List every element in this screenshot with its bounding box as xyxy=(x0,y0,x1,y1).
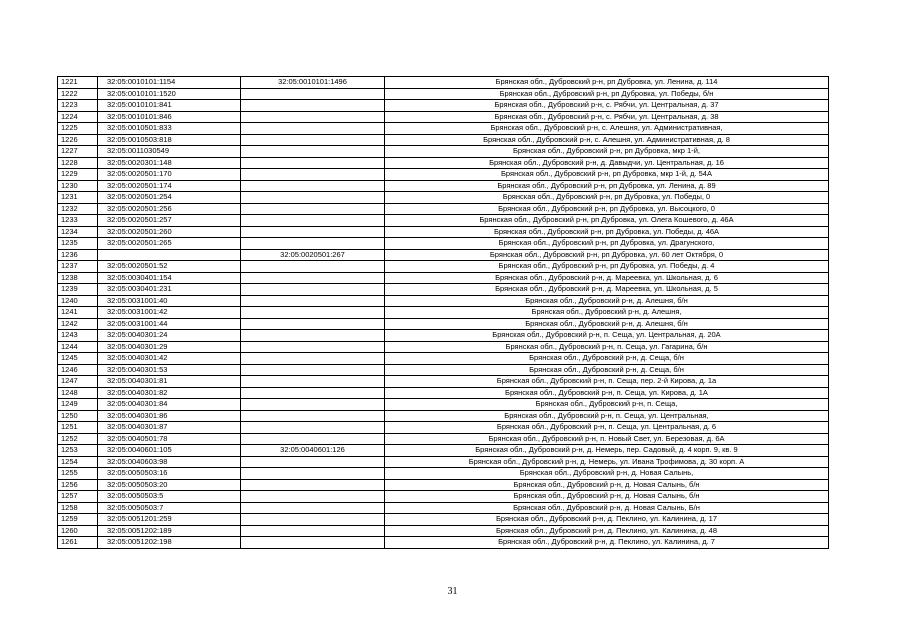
related-number-cell xyxy=(241,376,385,388)
address-cell: Брянская обл., Дубровский р-н, д. Немерь, пер. Садовый, д. 4 корп. 9, кв. 9 xyxy=(385,445,829,457)
table-row xyxy=(58,100,829,112)
table-row xyxy=(58,445,829,457)
address-cell: Брянская обл., Дубровский р-н, п. Сеща, ул. Центральная, д. 20А xyxy=(385,330,829,342)
row-number-cell: 1256 xyxy=(58,479,98,491)
address-cell: Брянская обл., Дубровский р-н, рп Дубровка, ул. Драгунского, xyxy=(385,238,829,250)
address-cell: Брянская обл., Дубровский р-н, д. Немерь, ул. Ивана Трофимова, д. 30 корп. А xyxy=(385,456,829,468)
row-number-cell: 1243 xyxy=(58,330,98,342)
address-cell: Брянская обл., Дубровский р-н, д. Мареевка, ул. Школьная, д. 6 xyxy=(385,272,829,284)
related-number-cell xyxy=(241,353,385,365)
address-cell: Брянская обл., Дубровский р-н, рп Дубровка, ул. 60 лет Октября, 0 xyxy=(385,249,829,261)
address-cell: Брянская обл., Дубровский р-н, д. Давыдчи, ул. Центральная, д. 16 xyxy=(385,157,829,169)
cadastral-number-cell: 32:05:0020501:260 xyxy=(98,226,241,238)
table-row xyxy=(58,307,829,319)
table-row xyxy=(58,146,829,158)
address-cell: Брянская обл., Дубровский р-н, рп Дубровка, ул. Победы, б/н xyxy=(385,88,829,100)
cadastral-number-cell: 32:05:0031001:40 xyxy=(98,295,241,307)
cadastral-number-cell: 32:05:0010501:833 xyxy=(98,123,241,135)
related-number-cell: 32:05:0010101:1496 xyxy=(241,77,385,89)
cadastral-number-cell: 32:05:0040301:53 xyxy=(98,364,241,376)
address-cell: Брянская обл., Дубровский р-н, п. Сеща, ул. Центральная, д. 6 xyxy=(385,422,829,434)
row-number-cell: 1249 xyxy=(58,399,98,411)
cadastral-number-cell: 32:05:0051201:259 xyxy=(98,514,241,526)
address-cell: Брянская обл., Дубровский р-н, рп Дубровка, мкр 1-й, xyxy=(385,146,829,158)
cadastral-number-cell: 32:05:0040301:29 xyxy=(98,341,241,353)
table-row xyxy=(58,226,829,238)
row-number-cell: 1234 xyxy=(58,226,98,238)
cadastral-number-cell: 32:05:0011030549 xyxy=(98,146,241,158)
row-number-cell: 1233 xyxy=(58,215,98,227)
cadastral-number-cell: 32:05:0020501:265 xyxy=(98,238,241,250)
cadastral-number-cell: 32:05:0010503:818 xyxy=(98,134,241,146)
address-cell: Брянская обл., Дубровский р-н, п. Сеща, ул. Центральная, xyxy=(385,410,829,422)
cadastral-number-cell: 32:05:0051202:198 xyxy=(98,537,241,549)
address-cell: Брянская обл., Дубровский р-н, рп Дубровка, мкр 1-й, д. 54А xyxy=(385,169,829,181)
related-number-cell xyxy=(241,514,385,526)
table-row xyxy=(58,376,829,388)
table-row xyxy=(58,502,829,514)
row-number-cell: 1221 xyxy=(58,77,98,89)
cadastral-number-cell: 32:05:0050503:16 xyxy=(98,468,241,480)
address-cell: Брянская обл., Дубровский р-н, д. Сеща, б/н xyxy=(385,353,829,365)
row-number-cell: 1238 xyxy=(58,272,98,284)
row-number-cell: 1252 xyxy=(58,433,98,445)
table-row xyxy=(58,330,829,342)
table-row xyxy=(58,364,829,376)
table-row xyxy=(58,410,829,422)
related-number-cell xyxy=(241,123,385,135)
address-cell: Брянская обл., Дубровский р-н, д. Новая Салынь, б/н xyxy=(385,479,829,491)
table-row xyxy=(58,134,829,146)
related-number-cell xyxy=(241,192,385,204)
row-number-cell: 1225 xyxy=(58,123,98,135)
row-number-cell: 1230 xyxy=(58,180,98,192)
related-number-cell xyxy=(241,157,385,169)
related-number-cell xyxy=(241,180,385,192)
address-cell: Брянская обл., Дубровский р-н, п. Сеща, xyxy=(385,399,829,411)
address-cell: Брянская обл., Дубровский р-н, рп Дубровка, ул. Ленина, д. 114 xyxy=(385,77,829,89)
row-number-cell: 1261 xyxy=(58,537,98,549)
cadastral-number-cell: 32:05:0020501:52 xyxy=(98,261,241,273)
related-number-cell xyxy=(241,307,385,319)
table-row xyxy=(58,272,829,284)
address-cell: Брянская обл., Дубровский р-н, д. Сеща, б/н xyxy=(385,364,829,376)
related-number-cell xyxy=(241,456,385,468)
address-cell: Брянская обл., Дубровский р-н, п. Сеща, ул. Гагарина, б/н xyxy=(385,341,829,353)
row-number-cell: 1242 xyxy=(58,318,98,330)
cadastral-number-cell: 32:05:0040301:82 xyxy=(98,387,241,399)
address-cell: Брянская обл., Дубровский р-н, рп Дубровка, ул. Победы, д. 4 xyxy=(385,261,829,273)
row-number-cell: 1246 xyxy=(58,364,98,376)
related-number-cell xyxy=(241,203,385,215)
row-number-cell: 1255 xyxy=(58,468,98,480)
address-cell: Брянская обл., Дубровский р-н, рп Дубровка, ул. Ленина, д. 89 xyxy=(385,180,829,192)
related-number-cell xyxy=(241,537,385,549)
row-number-cell: 1227 xyxy=(58,146,98,158)
cadastral-number-cell: 32:05:0020501:254 xyxy=(98,192,241,204)
address-cell: Брянская обл., Дубровский р-н, рп Дубровка, ул. Олега Кошевого, д. 46А xyxy=(385,215,829,227)
table-row xyxy=(58,123,829,135)
cadastral-number-cell: 32:05:0031001:44 xyxy=(98,318,241,330)
related-number-cell xyxy=(241,479,385,491)
cadastral-number-cell xyxy=(98,249,241,261)
cadastral-number-cell: 32:05:0040603:98 xyxy=(98,456,241,468)
cadastral-number-cell: 32:05:0040601:105 xyxy=(98,445,241,457)
table-row xyxy=(58,422,829,434)
related-number-cell xyxy=(241,295,385,307)
related-number-cell xyxy=(241,284,385,296)
related-number-cell xyxy=(241,468,385,480)
cadastral-number-cell: 32:05:0010101:1520 xyxy=(98,88,241,100)
address-cell: Брянская обл., Дубровский р-н, с. Рябчи, ул. Центральная, д. 38 xyxy=(385,111,829,123)
related-number-cell xyxy=(241,502,385,514)
related-number-cell xyxy=(241,272,385,284)
cadastral-number-cell: 32:05:0040301:87 xyxy=(98,422,241,434)
table-row xyxy=(58,514,829,526)
row-number-cell: 1235 xyxy=(58,238,98,250)
row-number-cell: 1229 xyxy=(58,169,98,181)
row-number-cell: 1244 xyxy=(58,341,98,353)
related-number-cell xyxy=(241,134,385,146)
address-cell: Брянская обл., Дубровский р-н, с. Алешня, ул. Административная, xyxy=(385,123,829,135)
cadastral-number-cell: 32:05:0020501:257 xyxy=(98,215,241,227)
table-row xyxy=(58,399,829,411)
table-row xyxy=(58,88,829,100)
cadastral-number-cell: 32:05:0020501:170 xyxy=(98,169,241,181)
table-row xyxy=(58,203,829,215)
row-number-cell: 1258 xyxy=(58,502,98,514)
cadastral-number-cell: 32:05:0040501:78 xyxy=(98,433,241,445)
row-number-cell: 1236 xyxy=(58,249,98,261)
cadastral-number-cell: 32:05:0031001:42 xyxy=(98,307,241,319)
table-row xyxy=(58,387,829,399)
page-number: 31 xyxy=(447,586,458,597)
table-row xyxy=(58,192,829,204)
table-row xyxy=(58,157,829,169)
address-cell: Брянская обл., Дубровский р-н, п. Сеща, ул. Кирова, д. 1А xyxy=(385,387,829,399)
address-cell: Брянская обл., Дубровский р-н, д. Пеклино, ул. Калинина, д. 48 xyxy=(385,525,829,537)
address-cell: Брянская обл., Дубровский р-н, д. Пеклино, ул. Калинина, д. 17 xyxy=(385,514,829,526)
cadastral-number-cell: 32:05:0020301:148 xyxy=(98,157,241,169)
address-cell: Брянская обл., Дубровский р-н, д. Пеклино, ул. Калинина, д. 7 xyxy=(385,537,829,549)
related-number-cell xyxy=(241,111,385,123)
registry-table xyxy=(57,76,829,549)
related-number-cell xyxy=(241,330,385,342)
related-number-cell xyxy=(241,100,385,112)
related-number-cell xyxy=(241,387,385,399)
row-number-cell: 1253 xyxy=(58,445,98,457)
address-cell: Брянская обл., Дубровский р-н, д. Мареевка, ул. Школьная, д. 5 xyxy=(385,284,829,296)
row-number-cell: 1245 xyxy=(58,353,98,365)
cadastral-number-cell: 32:05:0020501:256 xyxy=(98,203,241,215)
table-row xyxy=(58,318,829,330)
address-cell: Брянская обл., Дубровский р-н, д. Алешня, б/н xyxy=(385,295,829,307)
row-number-cell: 1248 xyxy=(58,387,98,399)
related-number-cell: 32:05:0020501:267 xyxy=(241,249,385,261)
table-row xyxy=(58,491,829,503)
cadastral-number-cell: 32:05:0010101:841 xyxy=(98,100,241,112)
table-row xyxy=(58,537,829,549)
cadastral-number-cell: 32:05:0040301:42 xyxy=(98,353,241,365)
cadastral-number-cell: 32:05:0051202:189 xyxy=(98,525,241,537)
table-row xyxy=(58,77,829,89)
row-number-cell: 1228 xyxy=(58,157,98,169)
cadastral-number-cell: 32:05:0040301:86 xyxy=(98,410,241,422)
related-number-cell xyxy=(241,491,385,503)
table-row xyxy=(58,479,829,491)
related-number-cell xyxy=(241,422,385,434)
related-number-cell xyxy=(241,410,385,422)
table-row xyxy=(58,261,829,273)
row-number-cell: 1226 xyxy=(58,134,98,146)
related-number-cell xyxy=(241,341,385,353)
row-number-cell: 1237 xyxy=(58,261,98,273)
row-number-cell: 1250 xyxy=(58,410,98,422)
related-number-cell xyxy=(241,399,385,411)
table-row xyxy=(58,433,829,445)
table-row xyxy=(58,111,829,123)
related-number-cell xyxy=(241,88,385,100)
cadastral-number-cell: 32:05:0040301:24 xyxy=(98,330,241,342)
registry-table-body xyxy=(58,77,829,549)
row-number-cell: 1241 xyxy=(58,307,98,319)
row-number-cell: 1251 xyxy=(58,422,98,434)
cadastral-number-cell: 32:05:0050503:7 xyxy=(98,502,241,514)
table-row xyxy=(58,180,829,192)
row-number-cell: 1222 xyxy=(58,88,98,100)
address-cell: Брянская обл., Дубровский р-н, д. Новая Салынь, xyxy=(385,468,829,480)
table-row xyxy=(58,215,829,227)
cadastral-number-cell: 32:05:0020501:174 xyxy=(98,180,241,192)
row-number-cell: 1260 xyxy=(58,525,98,537)
related-number-cell xyxy=(241,146,385,158)
table-row xyxy=(58,456,829,468)
table-row xyxy=(58,238,829,250)
related-number-cell xyxy=(241,261,385,273)
table-row xyxy=(58,525,829,537)
row-number-cell: 1254 xyxy=(58,456,98,468)
row-number-cell: 1240 xyxy=(58,295,98,307)
cadastral-number-cell: 32:05:0010101:1154 xyxy=(98,77,241,89)
address-cell: Брянская обл., Дубровский р-н, д. Алешня, xyxy=(385,307,829,319)
related-number-cell xyxy=(241,364,385,376)
row-number-cell: 1232 xyxy=(58,203,98,215)
cadastral-number-cell: 32:05:0040301:84 xyxy=(98,399,241,411)
related-number-cell xyxy=(241,433,385,445)
row-number-cell: 1223 xyxy=(58,100,98,112)
cadastral-number-cell: 32:05:0030401:154 xyxy=(98,272,241,284)
cadastral-number-cell: 32:05:0010101:846 xyxy=(98,111,241,123)
address-cell: Брянская обл., Дубровский р-н, рп Дубровка, ул. Победы, д. 46А xyxy=(385,226,829,238)
related-number-cell xyxy=(241,238,385,250)
row-number-cell: 1224 xyxy=(58,111,98,123)
row-number-cell: 1257 xyxy=(58,491,98,503)
row-number-cell: 1247 xyxy=(58,376,98,388)
row-number-cell: 1231 xyxy=(58,192,98,204)
related-number-cell xyxy=(241,525,385,537)
related-number-cell xyxy=(241,226,385,238)
related-number-cell: 32:05:0040601:126 xyxy=(241,445,385,457)
address-cell: Брянская обл., Дубровский р-н, д. Новая Салынь, б/н xyxy=(385,491,829,503)
related-number-cell xyxy=(241,169,385,181)
address-cell: Брянская обл., Дубровский р-н, с. Рябчи, ул. Центральная, д. 37 xyxy=(385,100,829,112)
address-cell: Брянская обл., Дубровский р-н, д. Новая Салынь, Б/н xyxy=(385,502,829,514)
address-cell: Брянская обл., Дубровский р-н, д. Алешня, б/н xyxy=(385,318,829,330)
address-cell: Брянская обл., Дубровский р-н, п. Новый Свет, ул. Березовая, д. 6А xyxy=(385,433,829,445)
table-row xyxy=(58,249,829,261)
related-number-cell xyxy=(241,215,385,227)
table-row xyxy=(58,341,829,353)
address-cell: Брянская обл., Дубровский р-н, с. Алешня, ул. Административная, д. 8 xyxy=(385,134,829,146)
address-cell: Брянская обл., Дубровский р-н, рп Дубровка, ул. Победы, 0 xyxy=(385,192,829,204)
table-row xyxy=(58,295,829,307)
table-row xyxy=(58,468,829,480)
cadastral-number-cell: 32:05:0040301:81 xyxy=(98,376,241,388)
table-row xyxy=(58,284,829,296)
address-cell: Брянская обл., Дубровский р-н, рп Дубровка, ул. Высоцкого, 0 xyxy=(385,203,829,215)
row-number-cell: 1239 xyxy=(58,284,98,296)
row-number-cell: 1259 xyxy=(58,514,98,526)
address-cell: Брянская обл., Дубровский р-н, п. Сеща, пер. 2-й Кирова, д. 1а xyxy=(385,376,829,388)
cadastral-number-cell: 32:05:0050503:20 xyxy=(98,479,241,491)
cadastral-number-cell: 32:05:0030401:231 xyxy=(98,284,241,296)
related-number-cell xyxy=(241,318,385,330)
table-row xyxy=(58,353,829,365)
table-row xyxy=(58,169,829,181)
cadastral-number-cell: 32:05:0050503:5 xyxy=(98,491,241,503)
